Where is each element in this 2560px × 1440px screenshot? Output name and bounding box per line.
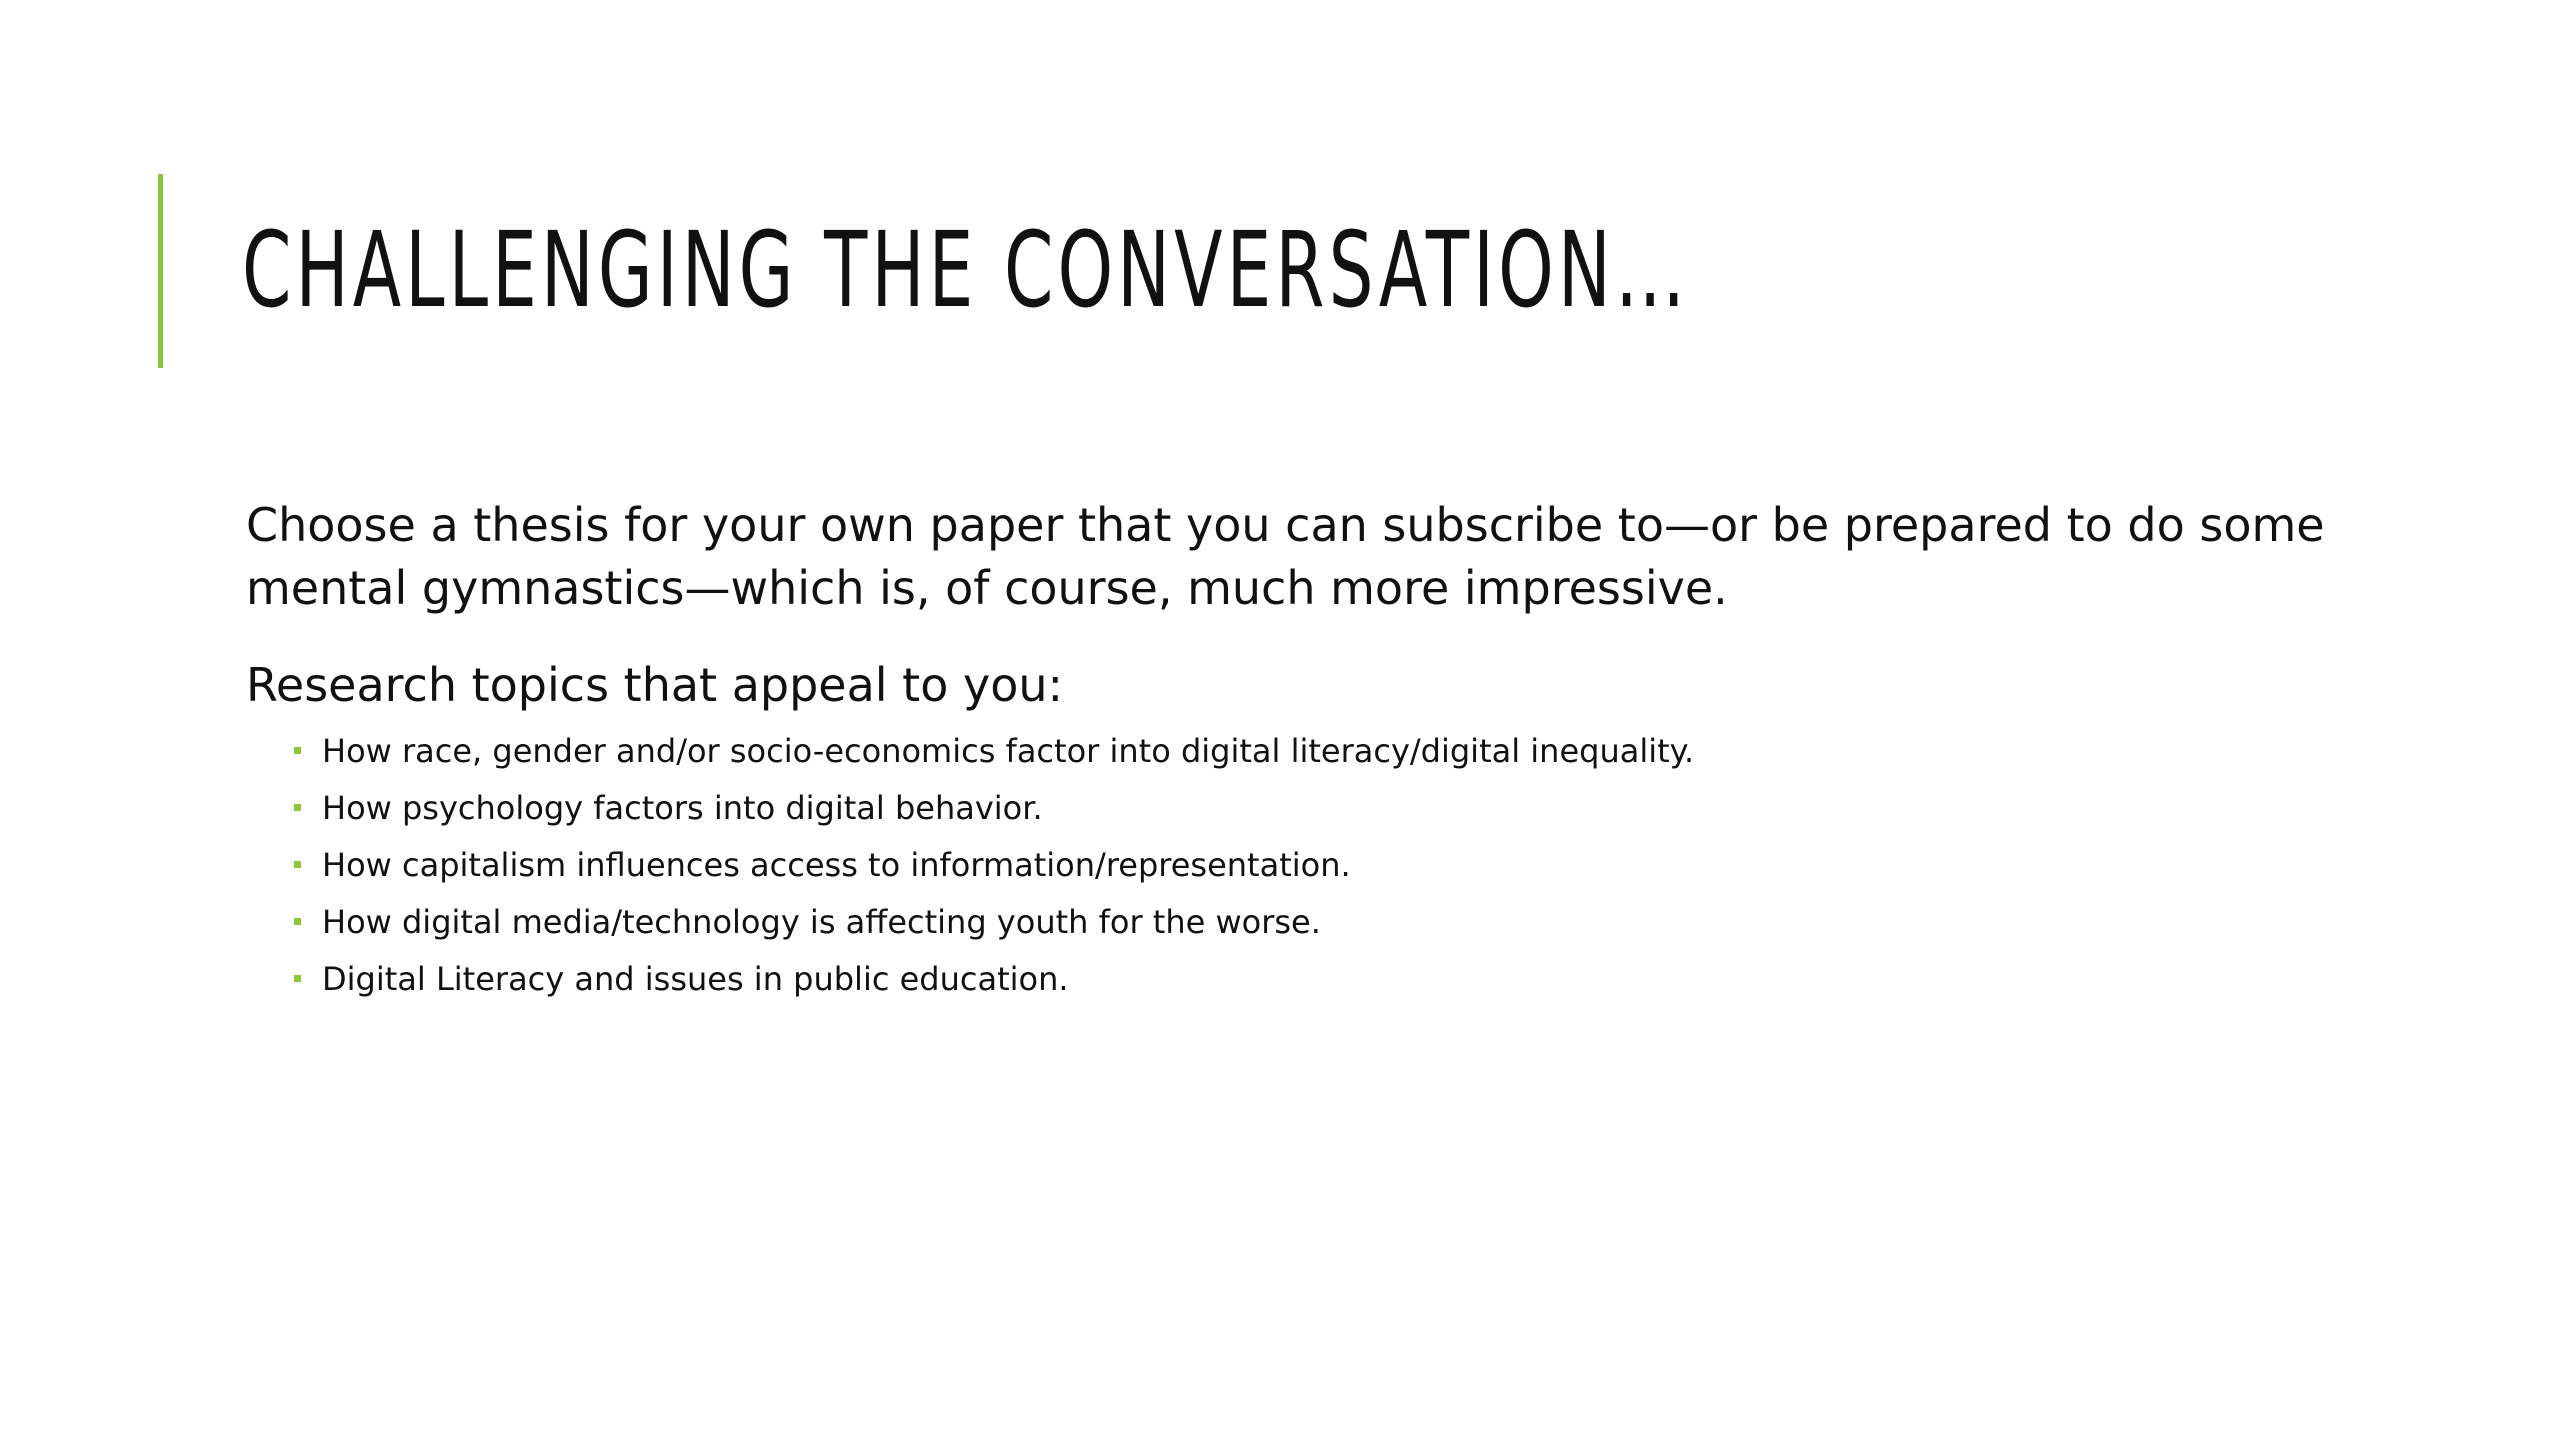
topic-item — [294, 894, 2366, 951]
topic-item — [294, 837, 2366, 894]
slide-title: CHALLENGING THE CONVERSATION… — [242, 209, 1690, 331]
topic-text: How race, gender and/or socio-economics factor into digital literacy/digital inequality. — [322, 732, 1695, 770]
topic-text: How capitalism influences access to information/representation. — [322, 846, 1351, 884]
topic-item — [294, 723, 2366, 780]
topics-list — [246, 723, 2366, 1008]
bullet-square-icon — [294, 861, 301, 868]
topic-text: Digital Literacy and issues in public education. — [322, 960, 1069, 998]
title-accent-bar — [158, 174, 163, 368]
topics-heading: Research topics that appeal to you: — [246, 658, 1063, 712]
slide-body — [246, 494, 2366, 1008]
bullet-square-icon — [294, 747, 301, 754]
topic-text: How digital media/technology is affecting youth for the worse. — [322, 903, 1321, 941]
bullet-square-icon — [294, 804, 301, 811]
topic-item — [294, 780, 2366, 837]
bullet-square-icon — [294, 918, 301, 925]
topic-item — [294, 951, 2366, 1008]
topic-text: How psychology factors into digital behavior. — [322, 789, 1043, 827]
thesis-paragraph: Choose a thesis for your own paper that you can subscribe to—or be prepared to do some mental gymnastics—which is, of course, much more impressive. — [246, 498, 2325, 615]
bullet-square-icon — [294, 975, 301, 982]
